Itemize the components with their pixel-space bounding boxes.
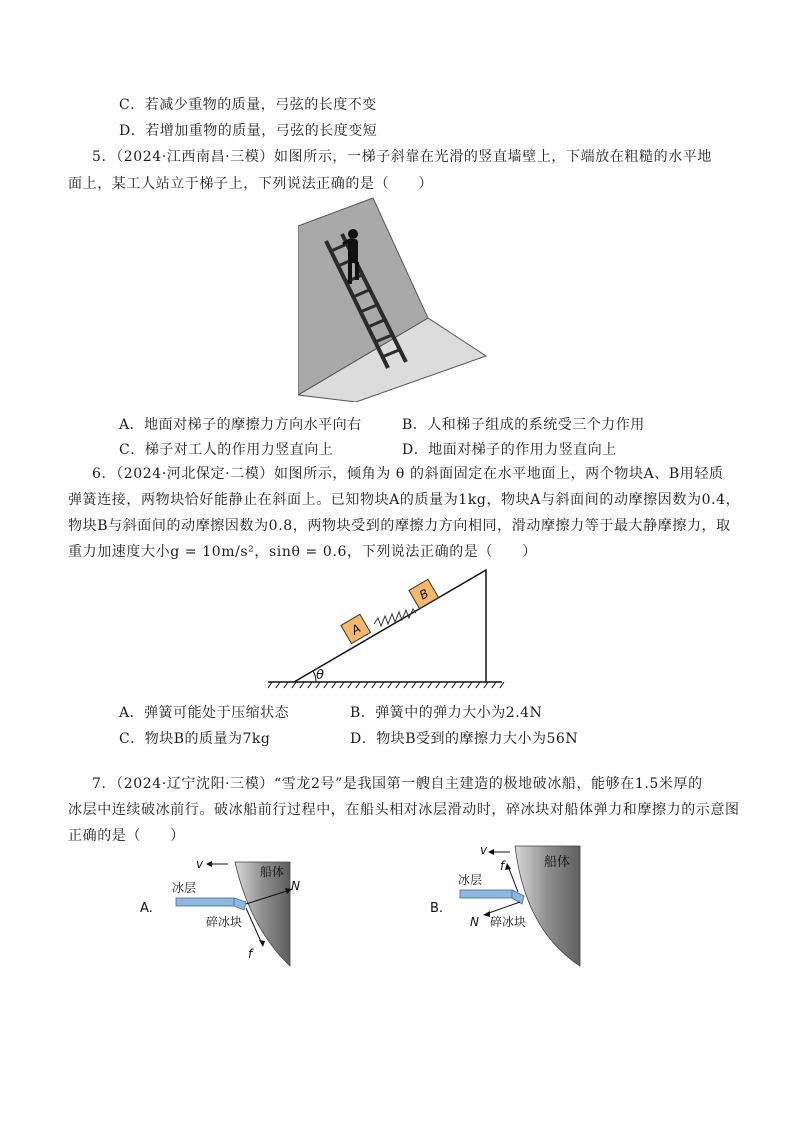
option-b-marker: B. [430, 901, 444, 916]
q7-figure-a [140, 848, 310, 972]
q4-option-c: C．若减少重物的质量，弓弦的长度不变 [119, 97, 377, 113]
velocity-label: v [480, 843, 488, 857]
block-b-label: B [416, 586, 432, 603]
q6-stem-line3: 物块B与斜面间的动摩擦因数为0.8，两物块受到的摩擦力方向相同，滑动摩擦力等于最大静摩擦力，取 [68, 518, 731, 534]
q6-stem-line4: 重力加速度大小g = 10m/s²，sinθ = 0.6，下列说法正确的是（ ） [68, 544, 537, 560]
q6-option-b: B．弹簧中的弹力大小为2.4N [350, 705, 543, 721]
q6-option-d: D．物块B受到的摩擦力大小为56N [350, 731, 579, 747]
q6-stem-line1: 6．（2024·河北保定·二模）如图所示，倾角为 θ 的斜面固定在水平地面上，两个物块A、B用轻质 [92, 466, 724, 482]
q5-option-a: A．地面对梯子的摩擦力方向水平向右 [119, 417, 362, 433]
hull-label: 船体 [544, 855, 571, 870]
q5-stem-line2: 面上，某工人站立于梯子上，下列说法正确的是（ ） [68, 176, 433, 192]
velocity-label: v [196, 857, 204, 871]
q7-stem-line3: 正确的是（ ） [68, 828, 185, 844]
friction-label: f [500, 859, 505, 873]
q4-option-d: D．若增加重物的质量，弓弦的长度变短 [119, 123, 378, 139]
q7-stem-line2: 冰层中连续破冰前行。破冰船前行过程中，在船头相对冰层滑动时，碎冰块对船体弹力和摩擦力的示意图 [68, 802, 740, 818]
ice-layer-label: 冰层 [172, 881, 197, 895]
q5-option-b: B．人和梯子组成的系统受三个力作用 [402, 417, 645, 433]
q6-option-a: A．弹簧可能处于压缩状态 [119, 705, 290, 721]
block-a-label: A [348, 621, 364, 638]
broken-ice-label: 碎冰块 [490, 915, 527, 929]
friction-label: f [248, 947, 253, 961]
normal-force-label: N [291, 879, 300, 893]
normal-force-label: N [470, 915, 479, 929]
theta-label: θ [316, 668, 324, 683]
q5-option-c: C．梯子对工人的作用力竖直向上 [119, 442, 334, 458]
q7-stem-line1: 7．（2024·辽宁沈阳·三模）“雪龙2号”是我国第一艘自主建造的极地破冰船，能够在1.5米厚的 [92, 776, 703, 792]
ice-layer-label: 冰层 [458, 873, 483, 887]
q5-stem-line1: 5．（2024·江西南昌·三模）如图所示，一梯子斜靠在光滑的竖直墙壁上，下端放在粗糙的水平地 [92, 149, 713, 165]
q6-incline-figure [266, 566, 506, 694]
q6-stem-line2: 弹簧连接，两物块恰好能静止在斜面上。已知物块A的质量为1kg，物块A与斜面间的动摩擦因数为0.4， [68, 492, 741, 508]
hull-label: 船体 [260, 865, 285, 879]
q6-option-c: C．物块B的质量为7kg [119, 731, 271, 747]
q5-ladder-figure [298, 196, 488, 406]
q7-figure-b [420, 840, 600, 972]
broken-ice-label: 碎冰块 [206, 915, 243, 929]
option-a-marker: A. [140, 901, 153, 916]
q5-option-d: D．地面对梯子的作用力竖直向上 [402, 442, 617, 458]
